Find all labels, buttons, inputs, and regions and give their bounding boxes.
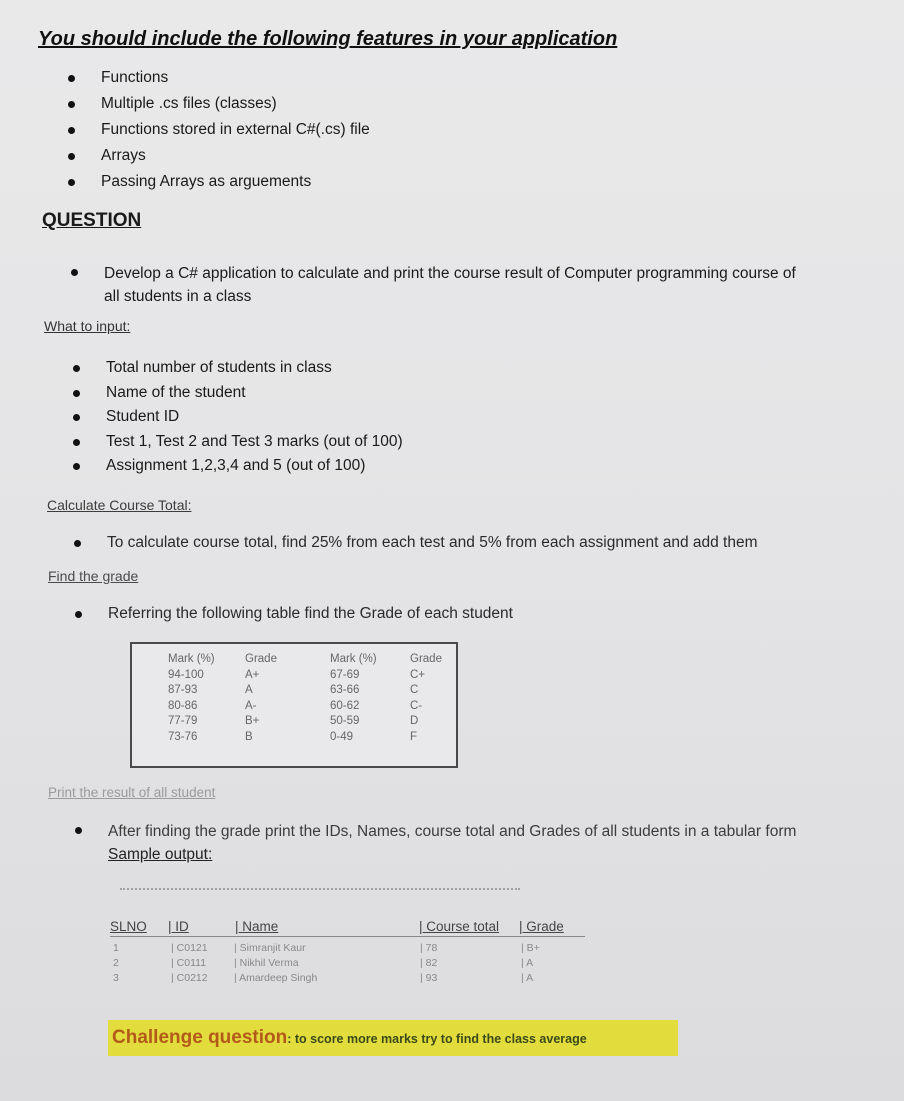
grade-table-cell: 94-100 — [168, 668, 204, 681]
grade-table-column — [410, 652, 442, 745]
sample-cell: | C0121 — [171, 942, 208, 954]
grade-table-cell: C- — [410, 699, 423, 712]
calculate-heading: Calculate Course Total: — [47, 497, 192, 513]
grade-table-cell: 77-79 — [168, 715, 198, 727]
divider — [110, 936, 585, 937]
sample-cell: | Amardeep Singh — [234, 972, 318, 984]
grade-table-header: Mark (%) — [330, 653, 377, 665]
what-to-input-heading: What to input: — [44, 318, 131, 334]
find-grade-list — [108, 604, 513, 624]
grade-table-cell: C — [410, 684, 419, 696]
sample-column-name — [234, 941, 317, 986]
grade-table-cell: A- — [245, 699, 257, 712]
sample-cell: | A — [521, 957, 534, 969]
grade-table-cell: A — [245, 684, 253, 696]
list-item: Arrays — [101, 146, 370, 172]
main-heading: You should include the following features in your application — [38, 28, 618, 50]
sample-cell: | C0111 — [171, 957, 207, 969]
sample-cell: | A — [521, 972, 534, 984]
list-item: Total number of students in class — [106, 358, 403, 383]
grade-table-cell: C+ — [410, 668, 426, 681]
grade-table-header: Grade — [245, 653, 277, 665]
sample-column-id — [171, 941, 208, 986]
sample-header-name: | Name — [235, 919, 279, 934]
sample-output-label: Sample output: — [108, 846, 213, 863]
grade-table-header: Mark (%) — [168, 653, 215, 665]
grade-table — [130, 642, 458, 768]
challenge-title: Challenge question — [112, 1027, 288, 1048]
sample-header-id: | ID — [168, 919, 189, 934]
grade-table-column — [245, 652, 277, 745]
input-list — [106, 358, 403, 481]
grade-table-header: Grade — [410, 653, 442, 665]
grade-table-cell: 0-49 — [330, 730, 354, 743]
list-item — [108, 820, 798, 866]
grade-table-column — [168, 652, 215, 745]
question-heading: QUESTION — [42, 210, 142, 231]
sample-cell: | 78 — [420, 942, 438, 954]
list-item: Functions — [101, 68, 370, 94]
sample-cell: 1 — [113, 942, 119, 954]
grade-table-cell: 80-86 — [168, 699, 198, 712]
list-item: Multiple .cs files (classes) — [101, 94, 370, 120]
grade-table-cell: B — [245, 730, 253, 743]
challenge-text: : to score more marks try to find the class average — [287, 1032, 587, 1046]
grade-table-cell: 60-62 — [330, 699, 360, 712]
sample-cell: 2 — [113, 957, 119, 969]
sample-cell: | 93 — [420, 972, 438, 984]
list-item: Passing Arrays as arguements — [101, 172, 370, 198]
grade-table-column — [330, 652, 377, 745]
list-item: Test 1, Test 2 and Test 3 marks (out of 100) — [106, 432, 403, 457]
list-item: Student ID — [106, 407, 403, 432]
list-item: Referring the following table find the Grade of each student — [108, 605, 513, 622]
sample-cell: | B+ — [521, 942, 540, 954]
grade-table-cell: 63-66 — [330, 684, 360, 696]
grade-table-cell: A+ — [245, 668, 260, 681]
challenge-banner — [108, 1020, 678, 1056]
sample-cell: 3 — [113, 972, 119, 984]
sample-column-grade — [521, 941, 540, 986]
grade-table-cell: 73-76 — [168, 730, 198, 743]
sample-cell: | Nikhil Verma — [234, 957, 299, 969]
calculate-list — [107, 533, 758, 553]
grade-table-cell: 87-93 — [168, 684, 198, 696]
print-result-list — [108, 820, 798, 866]
grade-table-cell: 67-69 — [330, 668, 360, 681]
sample-header-slno: SLNO — [110, 919, 147, 934]
sample-cell: | C0212 — [171, 972, 208, 984]
sample-cell: | 82 — [420, 957, 438, 969]
features-list — [101, 68, 370, 198]
sample-header-course-total: | Course total — [419, 919, 500, 934]
grade-table-cell: F — [410, 730, 418, 743]
list-item: To calculate course total, find 25% from each test and 5% from each assignment and add them — [107, 534, 758, 551]
sample-column-slno — [113, 941, 119, 986]
find-grade-heading: Find the grade — [48, 568, 139, 584]
sample-cell: | Simranjit Kaur — [234, 942, 306, 954]
grade-table-cell: B+ — [245, 715, 260, 727]
divider — [120, 888, 520, 890]
sample-column-course-total — [420, 941, 437, 986]
sample-header-grade: | Grade — [519, 919, 564, 934]
list-item: Functions stored in external C#(.cs) file — [101, 120, 370, 146]
print-result-heading: Print the result of all student — [48, 785, 216, 800]
grade-table-cell: 50-59 — [330, 715, 360, 727]
list-item: Name of the student — [106, 383, 403, 408]
list-item: Develop a C# application to calculate and print the course result of Computer programming course of all students in a class — [104, 262, 804, 308]
grade-table-cell: D — [410, 715, 419, 727]
list-item: Assignment 1,2,3,4 and 5 (out of 100) — [106, 456, 403, 481]
print-result-text: After finding the grade print the IDs, Names, course total and Grades of all students in a tabular form — [108, 823, 797, 840]
question-list — [104, 262, 804, 308]
